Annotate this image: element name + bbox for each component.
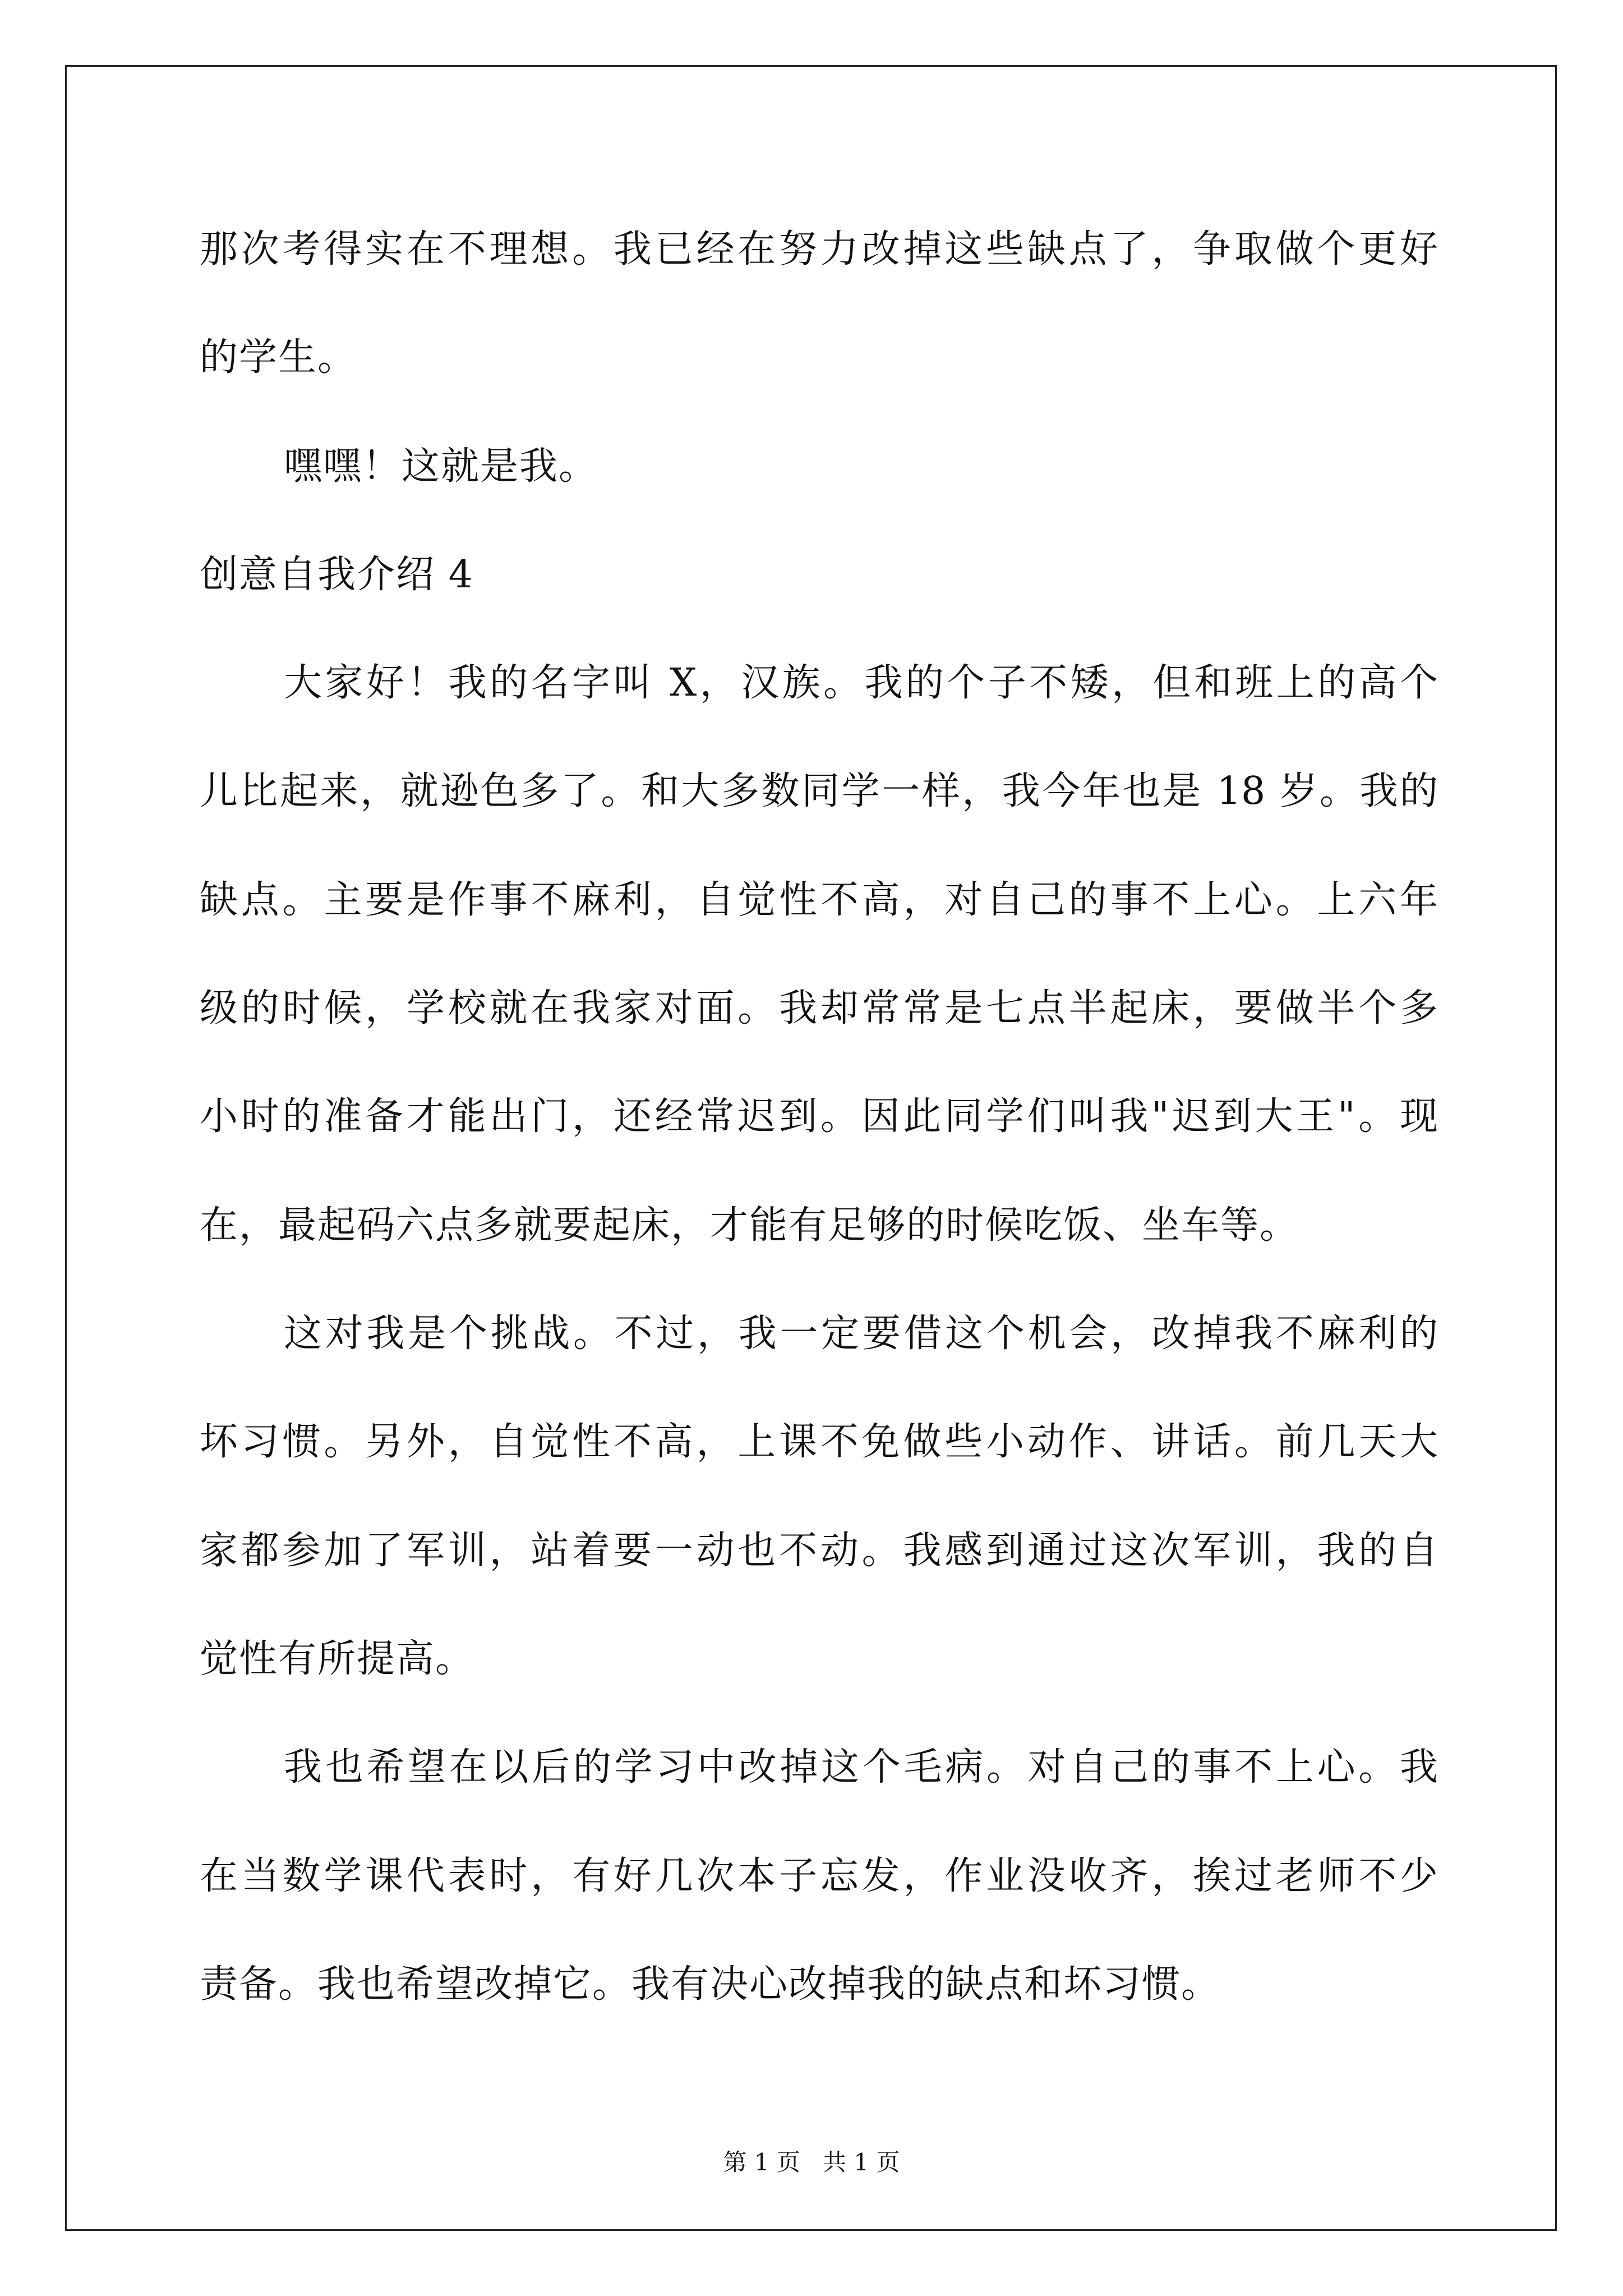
text-line: 家都参加了军训，站着要一动也不动。我感到通过这次军训，我的自 — [200, 1529, 1438, 1573]
text-line: 儿比起来，就逊色多了。和大多数同学一样，我今年也是 18 岁。我的 — [200, 769, 1438, 813]
text-line: 的学生。 — [200, 335, 357, 380]
text-line: 责备。我也希望改掉它。我有决心改掉我的缺点和坏习惯。 — [200, 1962, 1221, 2007]
text-line: 级的时候，学校就在我家对面。我却常常是七点半起床，要做半个多 — [200, 986, 1438, 1030]
page-border — [65, 65, 1557, 2231]
section-heading: 创意自我介绍 4 — [200, 553, 474, 597]
text-line: 在当数学课代表时，有好几次本子忘发，作业没收齐，挨过老师不少 — [200, 1854, 1438, 1898]
text-line: 这对我是个挑战。不过，我一定要借这个机会，改掉我不麻利的 — [284, 1312, 1438, 1356]
text-line: 那次考得实在不理想。我已经在努力改掉这些缺点了，争取做个更好 — [200, 227, 1438, 272]
text-line: 我也希望在以后的学习中改掉这个毛病。对自己的事不上心。我 — [284, 1745, 1438, 1789]
text-line: 缺点。主要是作事不麻利，自觉性不高，对自己的事不上心。上六年 — [200, 878, 1438, 922]
text-line: 大家好！我的名字叫 X，汉族。我的个子不矮，但和班上的高个 — [284, 661, 1438, 705]
page-number-footer: 第 1 页 共 1 页 — [723, 2148, 900, 2176]
text-line: 觉性有所提高。 — [200, 1637, 475, 1681]
text-line: 嘿嘿！这就是我。 — [284, 444, 598, 489]
text-line: 坏习惯。另外，自觉性不高，上课不免做些小动作、讲话。前几天大 — [200, 1420, 1438, 1464]
text-line: 小时的准备才能出门，还经常迟到。因此同学们叫我"迟到大王"。现 — [200, 1094, 1438, 1139]
text-line: 在，最起码六点多就要起床，才能有足够的时候吃饭、坐车等。 — [200, 1203, 1299, 1248]
